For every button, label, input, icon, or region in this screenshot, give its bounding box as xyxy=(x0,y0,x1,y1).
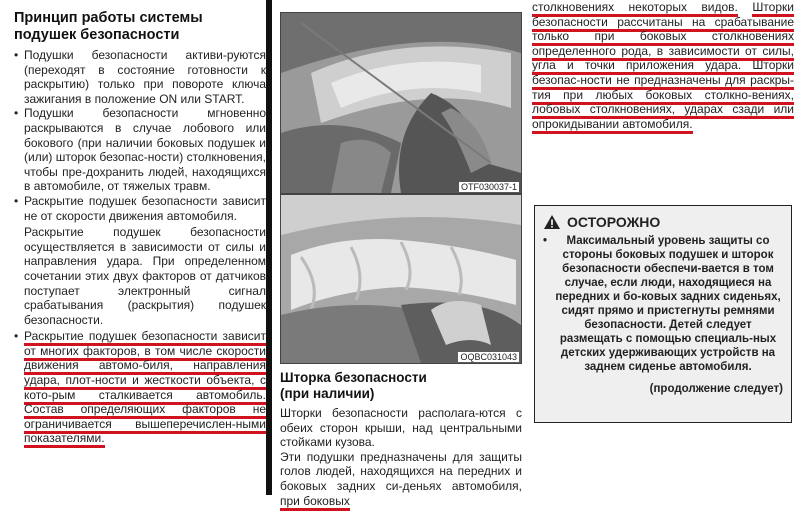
curtain-limits-paragraph xyxy=(532,0,794,131)
warning-title: ОСТОРОЖНО xyxy=(567,213,661,230)
curtain-paragraph-purpose xyxy=(280,450,522,508)
section-title xyxy=(14,10,266,44)
bullet-deployment: • Подушки безопасности мгновенно раскрываются в случае лобового или бокового (при наличии боковых подушек и (или) шторок безопас-ности) столкновения, чтобы пре-дохранить людей, находящихся в автомобиле, от тяжелых травм. xyxy=(14,106,266,194)
curtain-purpose-text: Эти подушки предназначены для защиты голов людей, находящихся на передних и боковых задних си-деньях автомобиля, xyxy=(280,449,522,493)
curtain-airbag-illustration xyxy=(281,195,521,363)
curtain-limits-highlight-2: Шторки безопасности рассчитаны на срабатывание только при боковых столкновениях определенного рода, в зависимости от силы, угла и точки приложения удара. Шторки безопас-ности не предназначены для раскры-тия при любых боковых столкно-вениях, лобовых столкновениях, ударах сзади или опрокидывании автомобиля. xyxy=(532,0,794,134)
warning-triangle-icon xyxy=(543,214,561,230)
curtain-purpose-highlight: при боковых xyxy=(280,494,350,511)
section-title-line2: подушек безопасности xyxy=(14,27,180,43)
photo-curtain-airbag xyxy=(280,194,522,364)
photo-side-airbag-interior xyxy=(280,12,522,194)
bullet-activation: • Подушки безопасности активи-руются (переходят в состояние готовности к раскрытию) только при повороте ключа зажигания в положение ON или START. xyxy=(14,48,266,106)
curtain-limits-highlight-1: столкновениях некоторых видов. xyxy=(532,0,738,17)
bullet-speed: • Раскрытие подушек безопасности зависит не от скорости движения автомобиля. xyxy=(14,193,266,223)
curtain-subtitle-line1: Шторка безопасности xyxy=(280,370,427,385)
bullet-deployment-text: Подушки безопасности мгновенно раскрываются в случае лобового или бокового (при наличии боковых подушек и (или) шторок безопас-ности) столкновения, чтобы пре-дохранить людей, находящихся в автомобиле, от тяжелых травм. xyxy=(24,106,266,194)
bullet-speed-text: Раскрытие подушек безопасности зависит не от скорости движения автомобиля. xyxy=(24,193,266,223)
car-interior-illustration xyxy=(281,13,521,193)
warning-header xyxy=(543,214,783,230)
continued-label: (продолжение следует) xyxy=(649,383,783,395)
bullet-activation-text: Подушки безопасности активи-руются (переходят в состояние готовности к раскрытию) только при повороте ключа зажигания в положение ON или START. xyxy=(24,48,266,106)
curtain-subtitle xyxy=(280,370,522,402)
photo-code: OQBC031043 xyxy=(460,352,517,362)
warning-box xyxy=(534,205,792,423)
curtain-paragraph-location: Шторки безопасности располага-ются с обеих сторон крыши, над центральными стойками кузова. xyxy=(280,406,522,450)
curtain-subtitle-line2: (при наличии) xyxy=(280,386,375,401)
left-column xyxy=(14,10,266,446)
paragraph-force: Раскрытие подушек безопасности осуществляется в зависимости от силы и направления удара. При определенном сочетании этих двух факторов от датчиков поступает электронный сигнал срабатывания (раскрытия) подушек безопасности. xyxy=(24,225,266,327)
bullet-factors: • Раскрытие подушек безопасности зависит от многих факторов, в том числе скорости движения автомо-биля, направления удара, плот-ности и жесткости объекта, с кото-рым сталкивается автомобиль. Состав определяющих факторов не ограничивается вышеперечислен-ными показателями. xyxy=(14,329,266,446)
right-column xyxy=(532,0,794,395)
warning-text: Максимальный уровень защиты со стороны боковых подушек и шторок безопасности обеспечи-вается в том случае, если люди, находящиеся на передних и бо-ковых задних сиденьях, сидят прямо и пристегнуты ремнями безопасности. Детей следует размещать с помощью специаль-ных детских удерживающих устройств на заднем сиденье автомобиля. xyxy=(555,235,781,373)
warning-bullet: • Максимальный уровень защиты со стороны боковых подушек и шторок безопасности обеспечи-вается в том случае, если люди, находящиеся на передних и бо-ковых задних сиденьях, сидят прямо и пристегнуты ремнями безопасности. Детей следует размещать с помощью специаль-ных детских удерживающих устройств на заднем сиденье автомобиля. xyxy=(543,235,781,373)
column-divider xyxy=(266,0,272,495)
middle-column xyxy=(280,0,522,508)
photo-code: OTF030037-1 xyxy=(460,182,517,192)
bullet-factors-highlighted-text: Раскрытие подушек безопасности зависит от многих факторов, в том числе скорости движения автомо-биля, направления удара, плот-ности и жесткости объекта, с кото-рым сталкивается автомобиль. Состав определяющих факторов не ограничивается вышеперечислен-ными показателями. xyxy=(24,329,266,448)
section-title-line1: Принцип работы системы xyxy=(14,10,203,26)
